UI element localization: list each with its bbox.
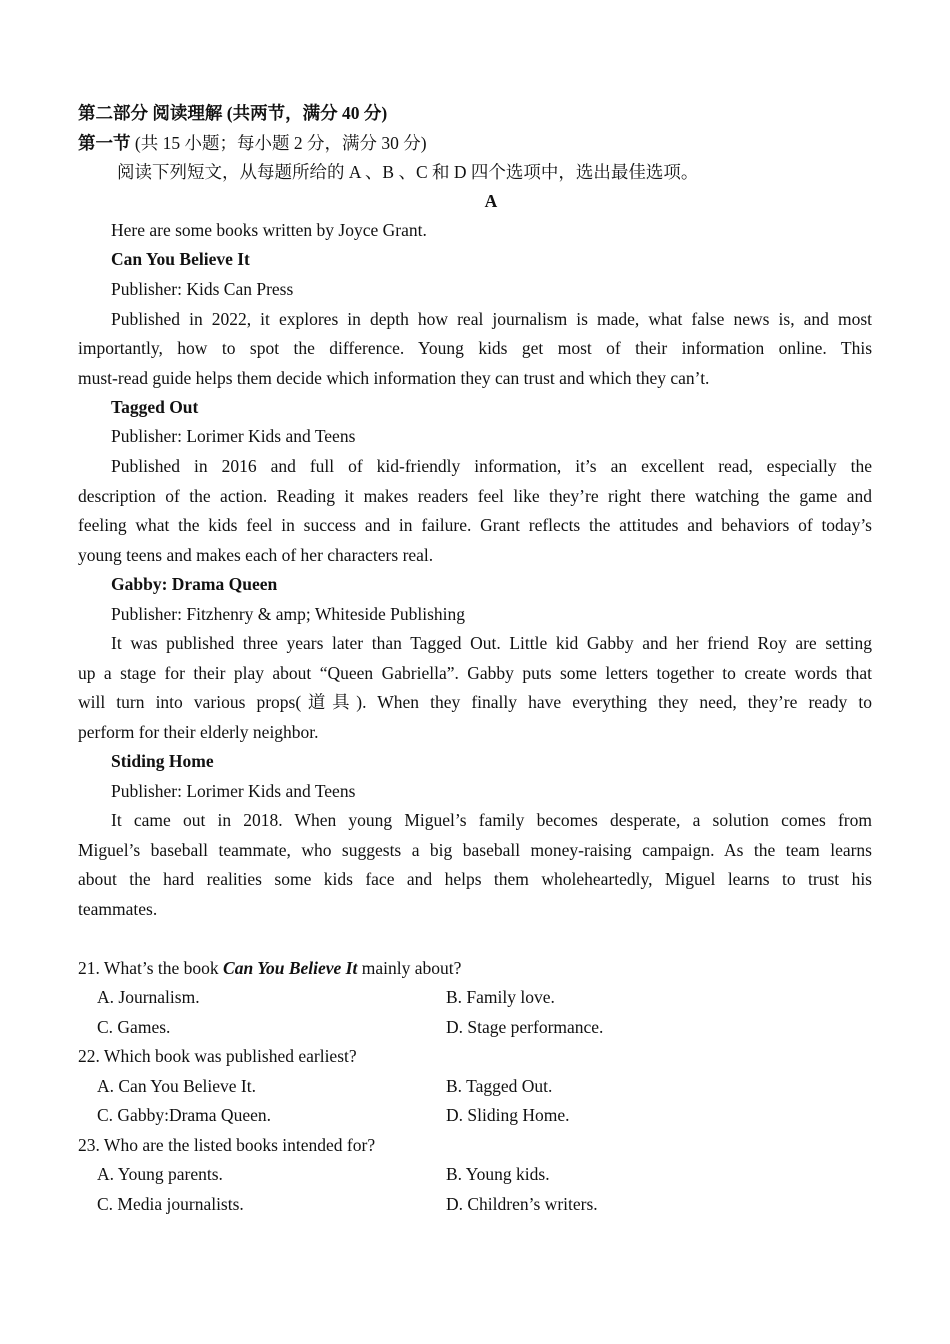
answer-option[interactable]: A. Journalism. — [97, 987, 200, 1007]
answer-option[interactable]: B. Family love. — [446, 987, 555, 1007]
book-description-line: teammates. — [78, 899, 158, 919]
book-title: Stiding Home — [111, 751, 214, 771]
answer-option[interactable]: D. Stage performance. — [446, 1017, 604, 1037]
book-description-line: Published in 2022, it explores in depth how real journalism is made, what false news is, and most — [111, 309, 872, 329]
answer-option[interactable]: B. Young kids. — [446, 1164, 550, 1184]
book-publisher: Publisher: Fitzhenry & amp; Whiteside Publishing — [111, 604, 466, 624]
book-description-line: perform for their elderly neighbor. — [78, 722, 319, 742]
passage-intro: Here are some books written by Joyce Grant. — [111, 220, 427, 240]
question-stem-book-title: Can You Believe It — [223, 958, 358, 978]
book-description-line: about the hard realities some kids face and helps them wholeheartedly, Miguel learns to trust his — [78, 869, 872, 889]
answer-option[interactable]: A. Can You Believe It. — [97, 1076, 256, 1096]
answer-option[interactable]: B. Tagged Out. — [446, 1076, 553, 1096]
answer-option[interactable]: D. Sliding Home. — [446, 1105, 570, 1125]
book-publisher: Publisher: Lorimer Kids and Teens — [111, 781, 356, 801]
book-description-line: description of the action. Reading it makes readers feel like they’re right there watching the game and — [78, 486, 872, 506]
book-description-line: young teens and makes each of her characters real. — [78, 545, 434, 565]
section-heading — [78, 129, 427, 159]
book-description-line: must-read guide helps them decide which information they can trust and which they can’t. — [78, 368, 710, 388]
book-description-line: will turn into various props(道具). When they finally have everything they need, they’re ready to — [78, 692, 872, 712]
book-publisher: Publisher: Kids Can Press — [111, 279, 294, 299]
answer-option[interactable]: C. Games. — [97, 1017, 171, 1037]
question-stem: 22. Which book was published earliest? — [78, 1046, 357, 1066]
book-description-line: Miguel’s baseball teammate, who suggests a big baseball money-raising campaign. As the team learns — [78, 840, 872, 860]
answer-option[interactable]: C. Gabby:Drama Queen. — [97, 1105, 271, 1125]
question-stem: 23. Who are the listed books intended for? — [78, 1135, 376, 1155]
part-title: 第二部分 阅读理解 (共两节，满分 40 分) — [78, 103, 388, 123]
book-description-line: Published in 2016 and full of kid-friendly information, it’s an excellent read, especially the — [111, 456, 872, 476]
book-description-line: It came out in 2018. When young Miguel’s family becomes desperate, a solution comes from — [111, 810, 872, 830]
book-publisher: Publisher: Lorimer Kids and Teens — [111, 426, 356, 446]
section-title: 第一节 — [78, 133, 131, 153]
question-stem — [78, 954, 461, 984]
book-description-line: up a stage for their play about “Queen Gabriella”. Gabby puts some letters together to create words that — [78, 663, 872, 683]
answer-option[interactable]: A. Young parents. — [97, 1164, 223, 1184]
book-title: Can You Believe It — [111, 249, 250, 269]
instruction: 阅读下列短文，从每题所给的 A 、B 、C 和 D 四个选项中，选出最佳选项。 — [117, 162, 699, 182]
passage-label: A — [484, 191, 498, 211]
answer-option[interactable]: C. Media journalists. — [97, 1194, 244, 1214]
question-stem-after: mainly about? — [357, 958, 462, 978]
section-info: (共 15 小题；每小题 2 分，满分 30 分) — [130, 133, 427, 153]
answer-option[interactable]: D. Children’s writers. — [446, 1194, 598, 1214]
book-description-line: importantly, how to spot the difference. Young kids get most of their information online. This — [78, 338, 872, 358]
question-stem-before: 21. What’s the book — [78, 958, 224, 978]
book-description-line: feeling what the kids feel in success and in failure. Grant reflects the attitudes and behaviors of today’s — [78, 515, 872, 535]
book-title: Tagged Out — [111, 397, 199, 417]
book-title: Gabby: Drama Queen — [111, 574, 278, 594]
book-description-line: It was published three years later than Tagged Out. Little kid Gabby and her friend Roy are setting — [111, 633, 872, 653]
